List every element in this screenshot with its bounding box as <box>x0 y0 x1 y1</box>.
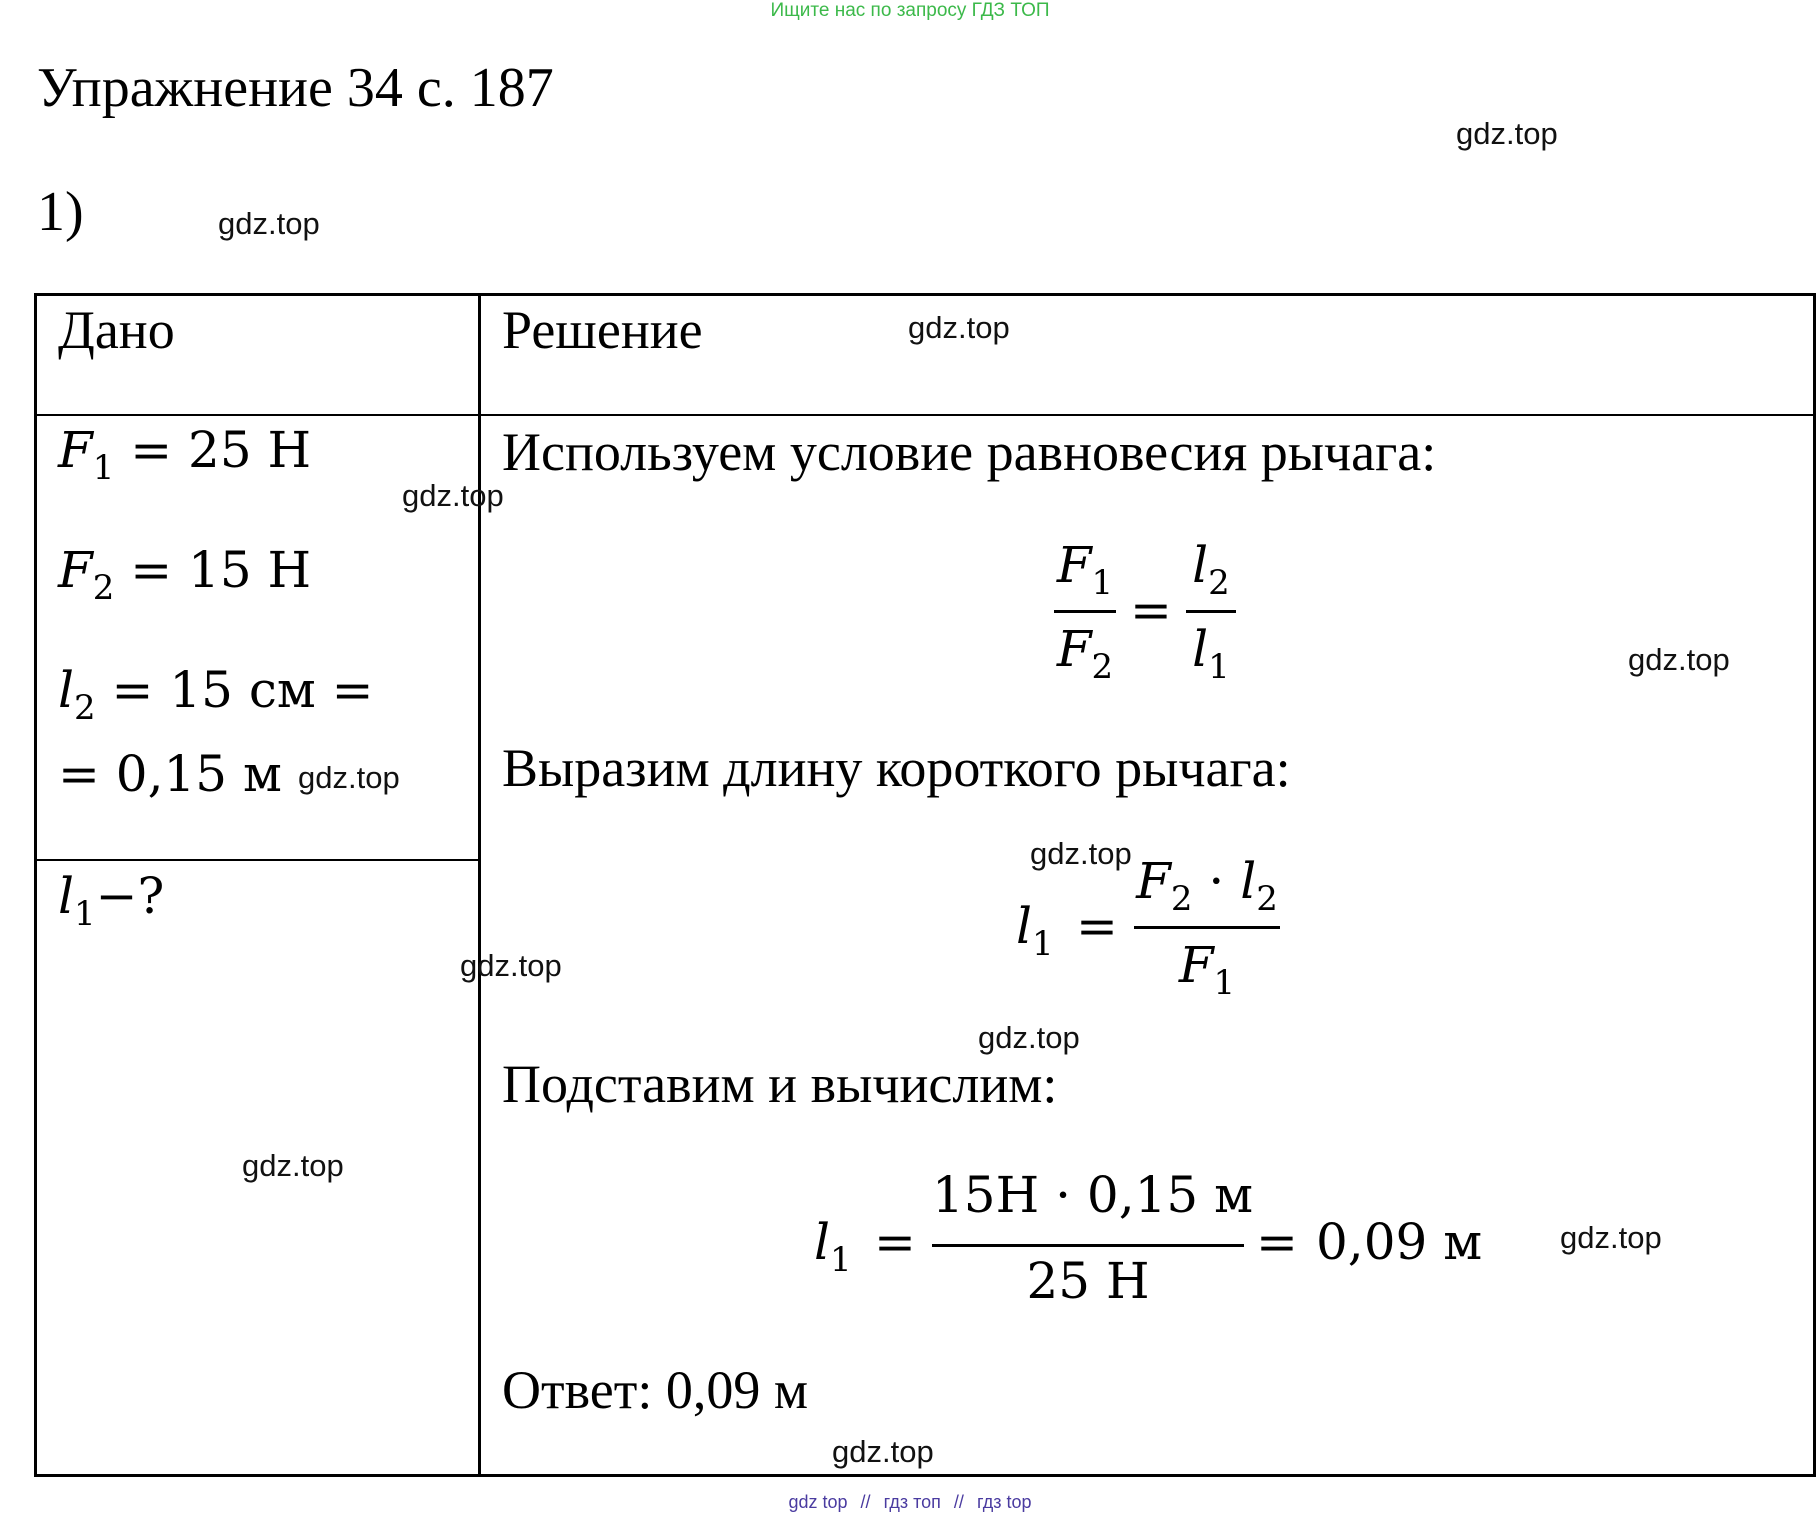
top-banner: Ищите нас по запросу ГДЗ ТОП <box>770 0 1050 21</box>
footer-link-2[interactable]: гдз топ <box>883 1492 941 1512</box>
footer <box>0 1492 1820 1513</box>
formula3-fraction <box>932 1166 1254 1316</box>
given-length-2-line2: = 0,15 м <box>58 745 282 803</box>
watermark: gdz.top <box>1030 836 1132 871</box>
watermark: gdz.top <box>218 206 320 241</box>
answer: Ответ: 0,09 м <box>502 1360 809 1420</box>
formula1-equals: = <box>1130 581 1172 639</box>
formula1-rhs-denominator: $l_1$ <box>1192 620 1230 687</box>
given-header: Дано <box>58 300 175 360</box>
watermark: gdz.top <box>832 1434 934 1469</box>
table-border-top <box>34 293 1816 296</box>
footer-separator: // <box>953 1492 964 1512</box>
watermark: gdz.top <box>908 310 1010 345</box>
solution-step-2: Выразим длину короткого рычага: <box>502 738 1291 798</box>
find-length-1: $l_1-$? <box>58 867 165 934</box>
watermark: gdz.top <box>402 478 504 513</box>
given-length-2-line1: $l_2 = 15$ см = <box>58 661 374 728</box>
solution-step-1: Используем условие равновесия рычага: <box>502 422 1437 482</box>
subquestion-number: 1) <box>37 181 84 243</box>
formula1-lhs-fraction <box>1054 536 1116 686</box>
formula2-equals: = <box>1076 897 1118 955</box>
formula1-rhs-numerator: $l_2$ <box>1192 536 1230 603</box>
watermark: gdz.top <box>1560 1220 1662 1255</box>
watermark: gdz.top <box>1456 116 1558 151</box>
table-border-right <box>1813 293 1816 1477</box>
formula2-denominator: $F_1$ <box>1178 936 1236 1003</box>
watermark: gdz.top <box>1628 642 1730 677</box>
formula2-lhs: $l_1$ <box>1016 897 1054 964</box>
given-force-2: $F_2 = 15$ Н <box>58 541 312 608</box>
footer-link-3[interactable]: гдз top <box>976 1492 1032 1512</box>
given-find-divider <box>34 859 480 861</box>
table-column-divider <box>478 293 481 1477</box>
table-border-bottom <box>34 1474 1816 1477</box>
table-border-left <box>34 293 37 1477</box>
solution-step-3: Подставим и вычислим: <box>502 1054 1058 1114</box>
formula1-rhs-fraction <box>1186 536 1236 686</box>
formula1-lhs-numerator: $F_1$ <box>1056 536 1114 603</box>
watermark: gdz.top <box>298 760 400 795</box>
formula1-lhs-denominator: $F_2$ <box>1056 620 1114 687</box>
formula3-equals: = <box>874 1213 916 1271</box>
formula3-bar <box>932 1244 1244 1247</box>
formula3-equals-2: = <box>1256 1213 1298 1271</box>
formula2-fraction <box>1134 852 1280 1002</box>
solution-header: Решение <box>502 300 703 360</box>
exercise-title: Упражнение 34 с. 187 <box>37 57 554 119</box>
formula3-numerator: 15Н · 0,15 м <box>932 1166 1254 1224</box>
formula1-rhs-bar <box>1186 610 1236 613</box>
formula3-result: 0,09 м <box>1316 1213 1483 1271</box>
table-header-divider <box>34 414 1816 416</box>
formula1-lhs-bar <box>1054 610 1116 613</box>
footer-separator: // <box>860 1492 871 1512</box>
watermark: gdz.top <box>978 1020 1080 1055</box>
watermark: gdz.top <box>242 1148 344 1183</box>
formula2-numerator: $F_2 \cdot l_2$ <box>1136 852 1278 919</box>
formula3-denominator: 25 Н <box>1026 1252 1150 1310</box>
given-force-1: $F_1 = 25$ Н <box>58 421 312 488</box>
footer-link-1[interactable]: gdz top <box>788 1492 848 1512</box>
formula3-lhs: $l_1$ <box>814 1213 852 1280</box>
formula2-bar <box>1134 926 1280 929</box>
watermark: gdz.top <box>460 948 562 983</box>
